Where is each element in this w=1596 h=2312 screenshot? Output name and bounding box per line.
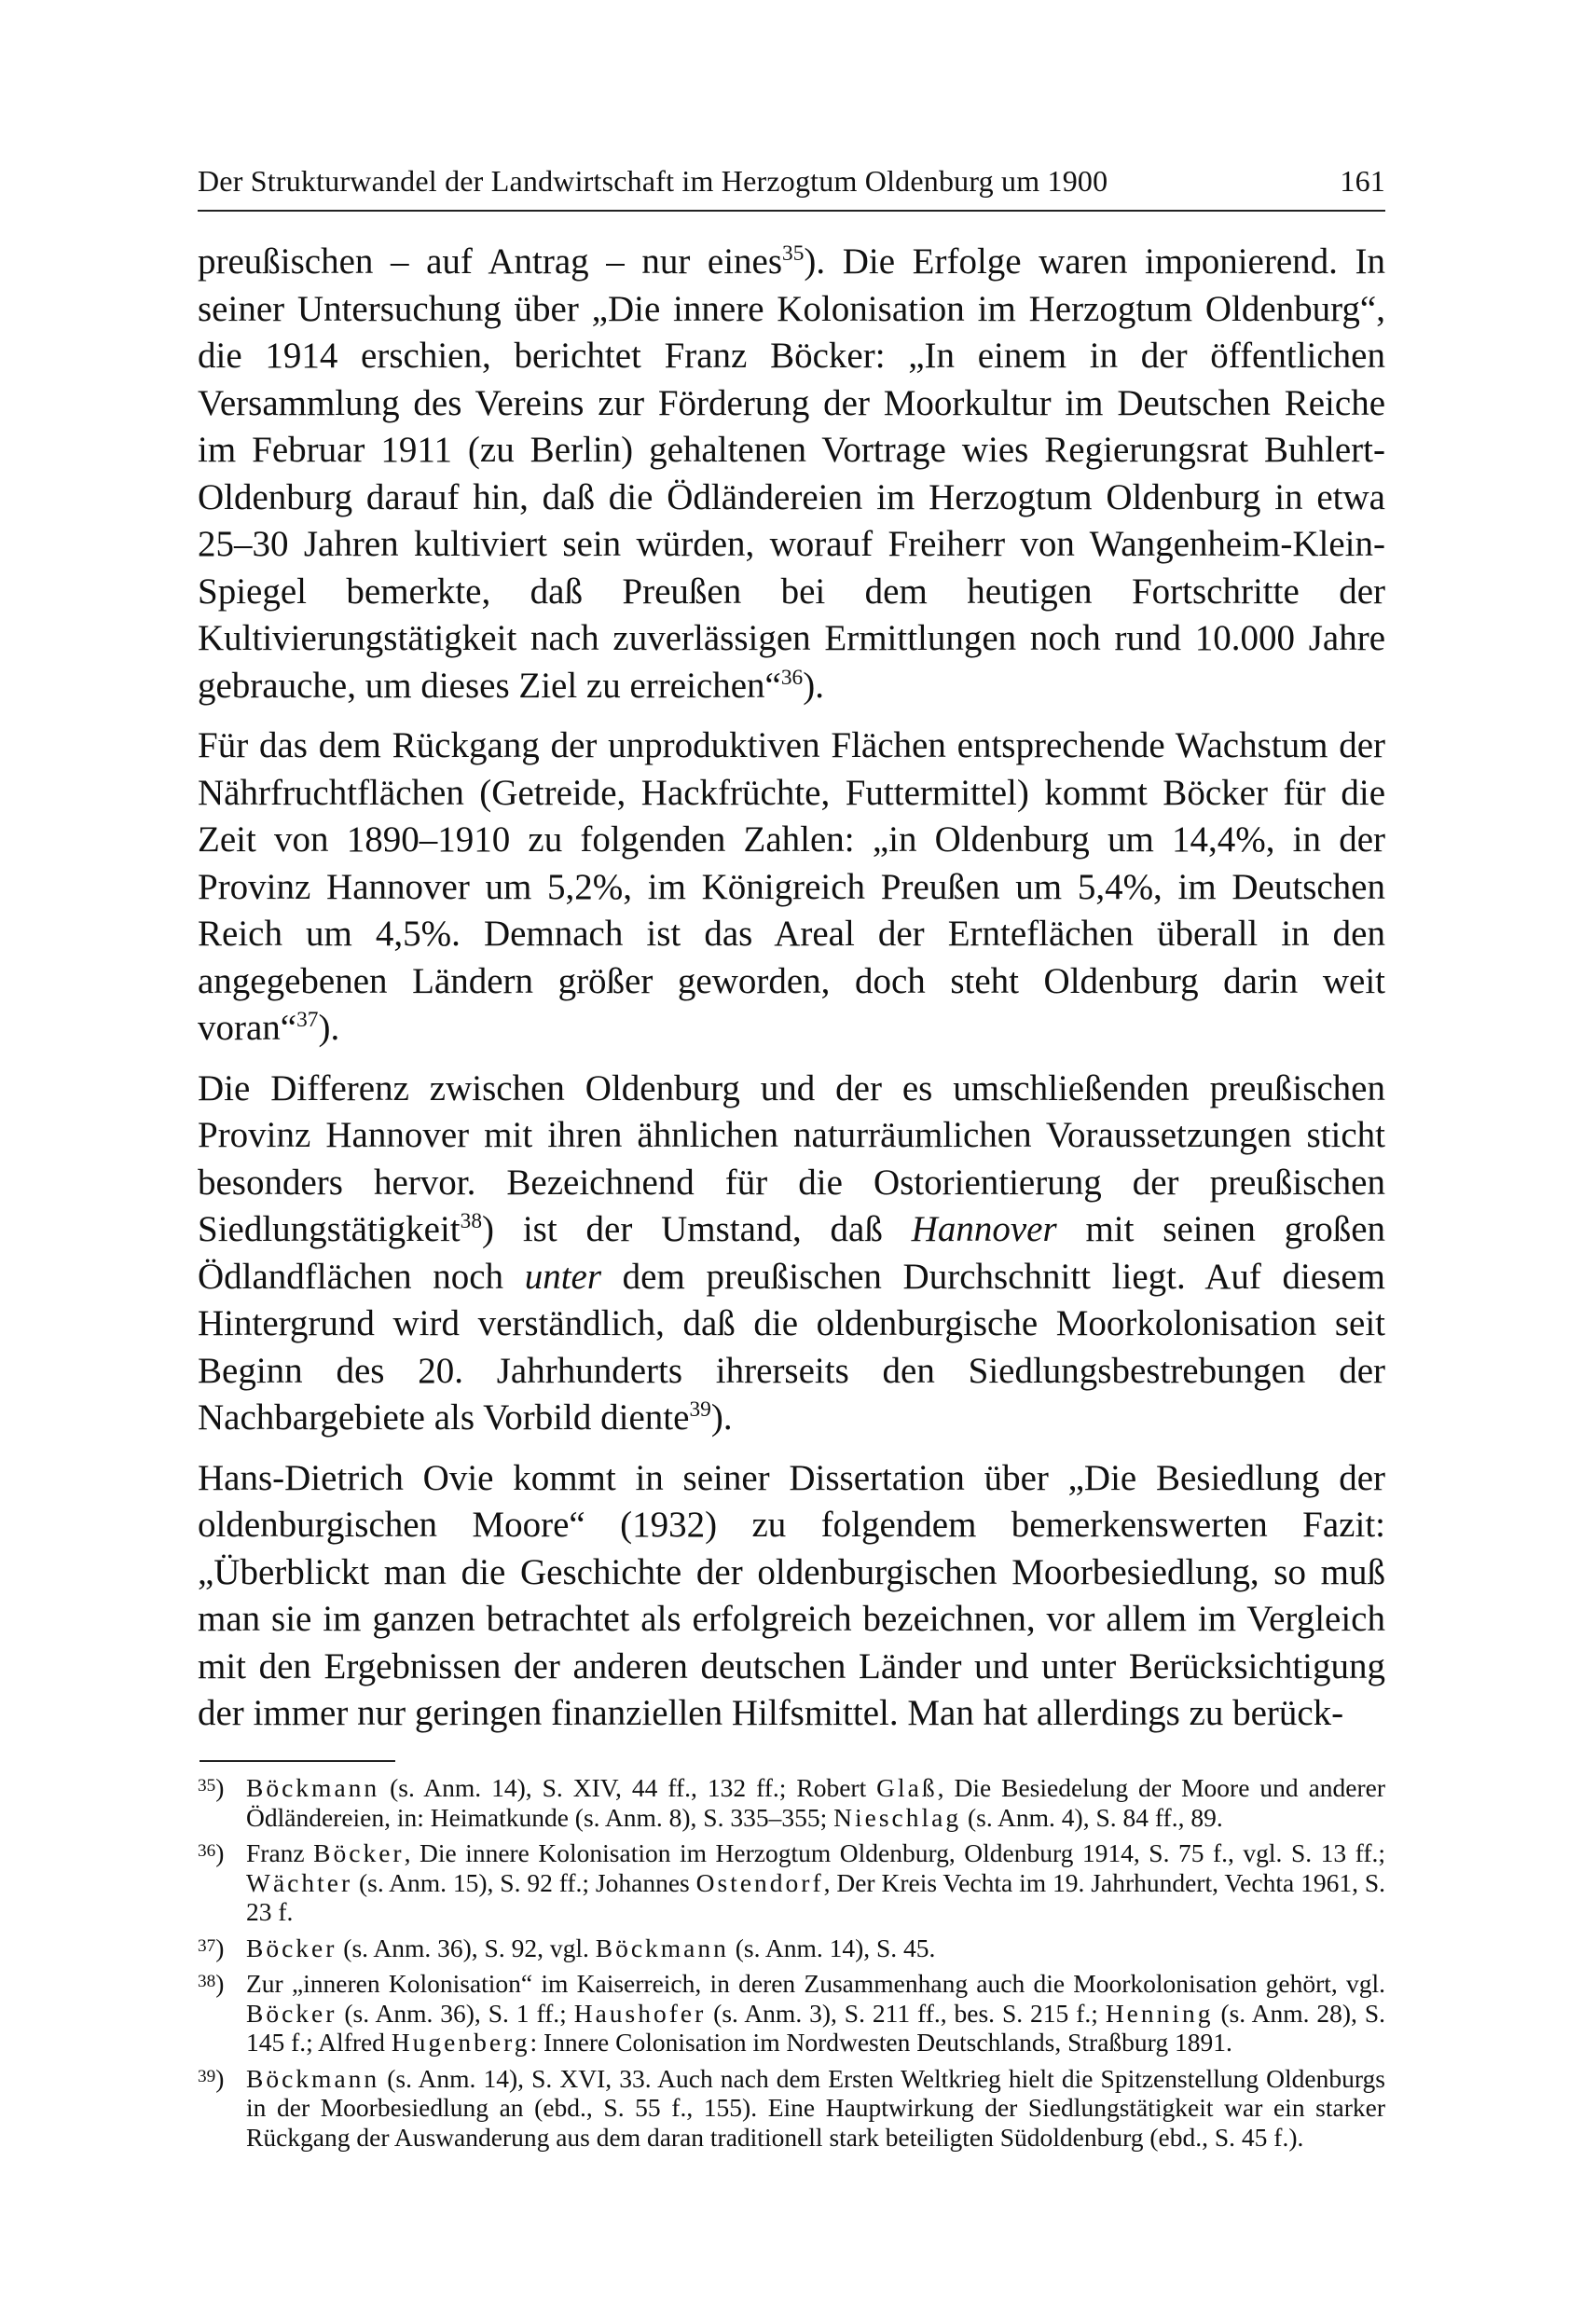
text-run: (s. Anm. 3), S. 211 ff., bes. S. 215 f.; [706,1998,1106,2028]
text-run: , Die innere Kolonisation im Herzogtum Oldenburg, Oldenburg 1914, S. 75 f., vgl. S. 13 ff.; [404,1838,1385,1867]
author-name: Böcker [246,1998,337,2028]
author-name: Böcker [246,1933,337,1962]
body-text [198,239,1385,1738]
footnote-ref[interactable]: 36 [780,665,804,690]
text-run: (s. Anm. 14), S. 45. [728,1933,936,1962]
footnote-number [198,1934,246,1963]
footnote [198,2064,1385,2153]
paragraph-1 [198,239,1385,709]
footnote-number-label: 38 [198,1972,216,1991]
text-run: (s. Anm. 36), S. 92, vgl. [337,1933,596,1962]
text-run: ). [710,1397,733,1438]
emphasis: unter [524,1256,602,1297]
author-name: Nieschlag [833,1802,962,1832]
text-run: Hans-Dietrich Ovie kommt in seiner Dissertation über „Die Besiedlung der oldenburgischen Moore“ (1932) zu folgendem bemerkenswerten Fazit: „Überblickt man die Geschichte der oldenburgischen Moorbesiedlung, so muß man sie im ganzen betrachtet als erfolgreich bezeichnen, vor allem im Vergleich mit den Ergebnissen der anderen deutschen Länder und unter Berücksichtigung der immer nur geringen finanziellen Hilfsmittel. Man hat allerdings zu berück- [198,1457,1385,1733]
author-name: Hugenberg [391,2028,530,2057]
paragraph-2 [198,722,1385,1053]
footnote-number [198,2064,246,2153]
footnote-number-paren: ) [215,1933,225,1962]
paragraph-4 [198,1455,1385,1738]
text-run: dem preußischen Durchschnitt liegt. Auf diesem Hintergrund wird verständlich, daß die oldenburgische Moorkolonisation seit Beginn des 20. Jahrhunderts ihrerseits den Siedlungsbestrebungen der Nachbargebiete als Vorbild diente [198,1256,1385,1438]
text-run: mit seinen großen Ödlandflächen noch [198,1209,1386,1297]
footnote-number-label: 35 [198,1776,216,1796]
author-name: Haushofer [573,1998,707,2028]
footnote [198,1838,1385,1927]
text-run: ). Die Erfolge waren imponierend. In seiner Untersuchung über „Die innere Kolonisation im Herzogtum Oldenburg“, die 1914 erschien, berichtet Franz Böcker: „In einem in der öffentlichen Versammlung des Vereins zur Förderung der Moorkultur im Deutschen Reiche im Februar 1911 (zu Berlin) gehaltenen Vortrage wies Regierungsrat Buhlert-Oldenburg darauf hin, daß die Ödländereien im Herzogtum Oldenburg in etwa 25–30 Jahren kultiviert sein würden, worauf Freiherr von Wangenheim-Klein-Spiegel bemerkte, daß Preußen bei dem heutigen Fortschritte der Kultivierungstätigkeit nach zuverlässigen Ermittlungen noch rund 10.000 Jahre gebrauche, um dieses Ziel zu erreichen“ [198,241,1385,706]
text-run: (s. Anm. 36), S. 1 ff.; [337,1998,574,2028]
author-name: Böckmann [246,2063,380,2093]
text-run: Die Differenz zwischen Oldenburg und der es umschließenden preußischen Provinz Hannover mit ihren ähnlichen naturräumlichen Voraussetzungen sticht besonders hervor. Bezeichnend für die Ostorientierung der preußischen Siedlungstätigkeit [198,1067,1385,1249]
footnote-number [198,1773,246,1832]
text-run: ). [803,665,824,706]
footnote-ref[interactable]: 39 [689,1397,711,1422]
footnote [198,1969,1385,2057]
text-run: (s. Anm. 4), S. 84 ff., 89. [961,1802,1223,1832]
author-name: Glaß [876,1773,938,1802]
footnote-ref[interactable]: 37 [296,1008,319,1032]
text-run: (s. Anm. 15), S. 92 ff.; Johannes [352,1867,696,1897]
footnote-number-paren: ) [215,2063,225,2093]
text-run: , Der Kreis Vechta im 19. Jahrhundert, Vechta 1961, S. 23 f. [246,1867,1385,1926]
footnote-ref[interactable]: 38 [460,1209,483,1233]
text-run: Für das dem Rückgang der unproduktiven Flächen entsprechende Wachstum der Nährfruchtflächen (Getreide, Hackfrüchte, Futtermittel) kommt Böcker für die Zeit von 1890–1910 zu folgenden Zahlen: „in Oldenburg um 14,4%, in der Provinz Hannover um 5,2%, im Königreich Preußen um 5,4%, im Deutschen Reich um 4,5%. Demnach ist das Areal der Ernteflächen überall in den angegebenen Ländern größer geworden, doch steht Oldenburg darin weit voran“ [198,725,1385,1048]
text-run: : Innere Colonisation im Nordwesten Deutschlands, Straßburg 1891. [530,2028,1232,2057]
footnote-text [246,1838,1385,1927]
text-run: Zur „inneren Kolonisation“ im Kaiserreich, in deren Zusammenhang auch die Moorkolonisation gehört, vgl. [246,1969,1385,1998]
footnote-number [198,1838,246,1927]
author-name: Henning [1105,1998,1214,2028]
footnote-number-paren: ) [215,1838,225,1867]
text-run: Franz [246,1838,314,1867]
author-name: Ostendorf [695,1867,824,1897]
author-name: Böcker [313,1838,405,1867]
footnote-text [246,2064,1385,2153]
footnote-number-paren: ) [215,1969,225,1998]
footnote-text [246,1773,1385,1832]
author-name: Wächter [246,1867,353,1897]
footnotes [198,1773,1385,2158]
footnote-text [246,1934,1385,1963]
footnote [198,1773,1385,1832]
text-run: ). [318,1008,340,1048]
text-run: (s. Anm. 14), S. XIV, 44 ff., 132 ff.; Robert [379,1773,877,1802]
footnote-text [246,1969,1385,2057]
text-run: (s. Anm. 14), S. XVI, 33. Auch nach dem Ersten Weltkrieg hielt die Spitzenstellung Oldenburgs in der Moorbesiedlung an (ebd., S. 55 f., 155). Eine Hauptwirkung der Siedlungstätigkeit war ein starker Rückgang der Auswanderung aus dem daran traditionell stark beteiligten Südoldenburg (ebd., S. 45 f.). [246,2063,1385,2152]
footnote-number-label: 36 [198,1841,216,1861]
footnote-separator [200,1760,395,1762]
footnote-number [198,1969,246,2057]
author-name: Böckmann [246,1773,380,1802]
paragraph-3 [198,1066,1385,1442]
footnote-ref[interactable]: 35 [782,241,805,266]
footnote-number-label: 39 [198,2066,216,2086]
running-header [198,164,1385,212]
text-run: ) ist der Umstand, daß [482,1209,912,1249]
page-number: 161 [1340,164,1385,198]
footnote [198,1934,1385,1963]
footnote-number-label: 37 [198,1935,216,1956]
footnote-number-paren: ) [215,1773,225,1802]
author-name: Böckmann [595,1933,729,1962]
text-run: , Die Besiedelung der Moore und anderer Ödländereien, in: Heimatkunde (s. Anm. 8), S. 335–355; [246,1773,1386,1832]
text-run: preußischen – auf Antrag – nur eines [198,241,783,282]
emphasis: Hannover [911,1209,1057,1249]
running-title: Der Strukturwandel der Landwirtschaft im Herzogtum Oldenburg um 1900 [198,164,1108,198]
text-run: (s. Anm. 28), S. 145 f.; Alfred [246,1998,1385,2057]
